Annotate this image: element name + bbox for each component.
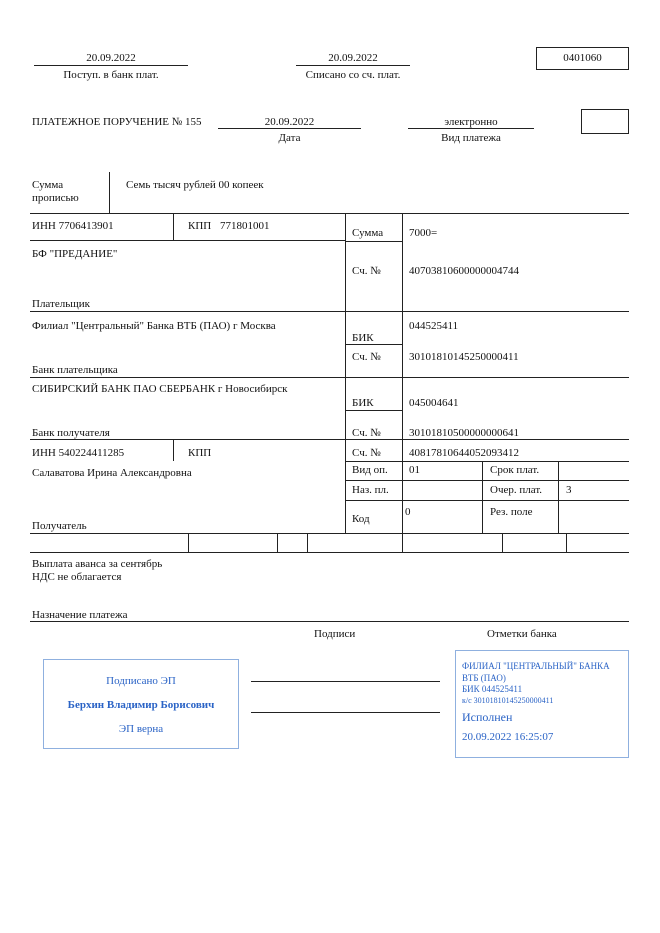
bank-stamp-line-2: ВТБ (ПАО): [462, 673, 506, 683]
grid-line: [30, 552, 629, 553]
received-date: 20.09.2022: [86, 52, 136, 64]
grid-line: [482, 461, 483, 533]
payee-account: 40817810644052093412: [409, 447, 519, 459]
payer-bank-bik: 044525411: [409, 320, 459, 332]
tax-field-divider: [307, 533, 308, 552]
code: 0: [405, 506, 411, 518]
payee-account-label: Сч. №: [352, 447, 381, 459]
term-label: Срок плат.: [490, 464, 540, 476]
grid-line: [30, 621, 629, 622]
payer-bank-account: 30101810145250000411: [409, 351, 519, 363]
grid-line: [345, 213, 346, 533]
grid-line: [558, 461, 559, 533]
grid-line: [30, 213, 629, 214]
order-date: 20.09.2022: [264, 116, 315, 128]
purpose-code-label: Наз. пл.: [352, 484, 389, 496]
form-code: 0401060: [563, 52, 602, 64]
payer-bank-account-label: Сч. №: [352, 351, 381, 363]
payer-bank-label: Банк плательщика: [32, 364, 118, 376]
payer-bank-bik-label: БИК: [352, 332, 374, 344]
payer-bank-name: Филиал "Центральный" Банка ВТБ (ПАО) г Москва: [32, 320, 276, 332]
grid-line: [402, 213, 403, 533]
payer-inn: ИНН 7706413901: [32, 220, 114, 232]
payment-type-label: Вид платежа: [441, 132, 501, 144]
signatures-label: Подписи: [314, 628, 356, 640]
payee-bank-account: 30101810500000000641: [409, 427, 519, 439]
payer-kpp-label: КПП: [188, 220, 212, 232]
payee-bank-name: СИБИРСКИЙ БАНК ПАО СБЕРБАНК г Новосибирск: [32, 383, 288, 395]
payee-bank-bik-label: БИК: [352, 397, 374, 409]
tax-field-divider: [188, 533, 189, 552]
grid-line: [345, 461, 629, 462]
tax-field-divider: [402, 533, 403, 552]
order-date-line: [218, 128, 361, 129]
debited-date-line: [296, 65, 410, 66]
tax-field-divider: [277, 533, 278, 552]
grid-line: [173, 439, 174, 461]
grid-line: [173, 213, 174, 240]
amount-words-label-2: прописью: [32, 192, 79, 204]
op-type-label: Вид оп.: [352, 464, 388, 476]
bank-stamp-line-4: к/с 30101810145250000411: [462, 696, 554, 705]
ep-valid-text: ЭП верна: [118, 723, 164, 735]
payee-inn: ИНН 540224411285: [32, 447, 125, 459]
grid-line: [30, 439, 629, 440]
bank-stamp-line-1: ФИЛИАЛ "ЦЕНТРАЛЬНЫЙ" БАНКА: [462, 661, 610, 671]
grid-line: [345, 241, 402, 242]
grid-line: [345, 311, 629, 312]
payer-account: 40703810600000004744: [409, 265, 519, 277]
purpose-line-1: Выплата аванса за сентябрь: [32, 558, 163, 570]
received-date-label: Поступ. в банк плат.: [63, 69, 159, 81]
received-date-line: [34, 65, 188, 66]
grid-line: [30, 240, 345, 241]
purpose-line-2: НДС не облагается: [32, 571, 122, 583]
payer-label: Плательщик: [32, 298, 90, 310]
order-date-label: Дата: [278, 132, 301, 144]
bank-stamp: [455, 650, 629, 758]
code-label: Код: [352, 513, 370, 525]
priority-box: [581, 109, 629, 134]
sum-value: 7000=: [409, 227, 438, 239]
bank-stamp-datetime: 20.09.2022 16:25:07: [462, 731, 554, 743]
queue: 3: [566, 484, 572, 496]
signer-name: Берхин Владимир Борисович: [67, 699, 215, 711]
payee-name: Салаватова Ирина Александровна: [32, 467, 192, 479]
tax-field-divider: [502, 533, 503, 552]
debited-date-label: Списано со сч. плат.: [305, 69, 401, 81]
grid-line: [30, 311, 345, 312]
bank-stamp-line-3: БИК 044525411: [462, 684, 523, 694]
payee-bank-label: Банк получателя: [32, 427, 110, 439]
amount-words-value: Семь тысяч рублей 00 копеек: [126, 179, 264, 191]
op-type: 01: [409, 464, 420, 476]
form-code-box: [536, 47, 629, 70]
payer-kpp: 771801001: [220, 220, 270, 232]
payment-type-line: [408, 128, 534, 129]
signature-line-1: [251, 681, 440, 682]
ep-signed-text: Подписано ЭП: [106, 675, 176, 687]
amount-words-divider: [109, 172, 110, 213]
grid-line: [345, 410, 402, 411]
payee-bank-account-label: Сч. №: [352, 427, 381, 439]
debited-date: 20.09.2022: [328, 52, 378, 64]
grid-line: [30, 533, 629, 534]
grid-line: [345, 344, 402, 345]
ep-signature-stamp: [43, 659, 239, 749]
grid-line: [30, 377, 629, 378]
payee-label: Получатель: [32, 520, 87, 532]
payee-bank-bik: 045004641: [409, 397, 459, 409]
order-title: ПЛАТЕЖНОЕ ПОРУЧЕНИЕ № 155: [32, 116, 202, 128]
reserve-label: Рез. поле: [490, 506, 533, 518]
tax-field-divider: [566, 533, 567, 552]
payment-type: электронно: [444, 116, 498, 128]
grid-line: [345, 480, 629, 481]
sum-label: Сумма: [352, 227, 384, 239]
payee-kpp-label: КПП: [188, 447, 212, 459]
grid-line: [345, 500, 629, 501]
amount-words-label-1: Сумма: [32, 179, 64, 191]
queue-label: Очер. плат.: [490, 484, 543, 496]
signature-line-2: [251, 712, 440, 713]
payer-account-label: Сч. №: [352, 265, 381, 277]
payer-name: БФ "ПРЕДАНИЕ": [32, 248, 118, 260]
bank-stamp-status: Исполнен: [462, 710, 513, 724]
purpose-label: Назначение платежа: [32, 609, 128, 621]
bank-marks-label: Отметки банка: [487, 628, 557, 640]
